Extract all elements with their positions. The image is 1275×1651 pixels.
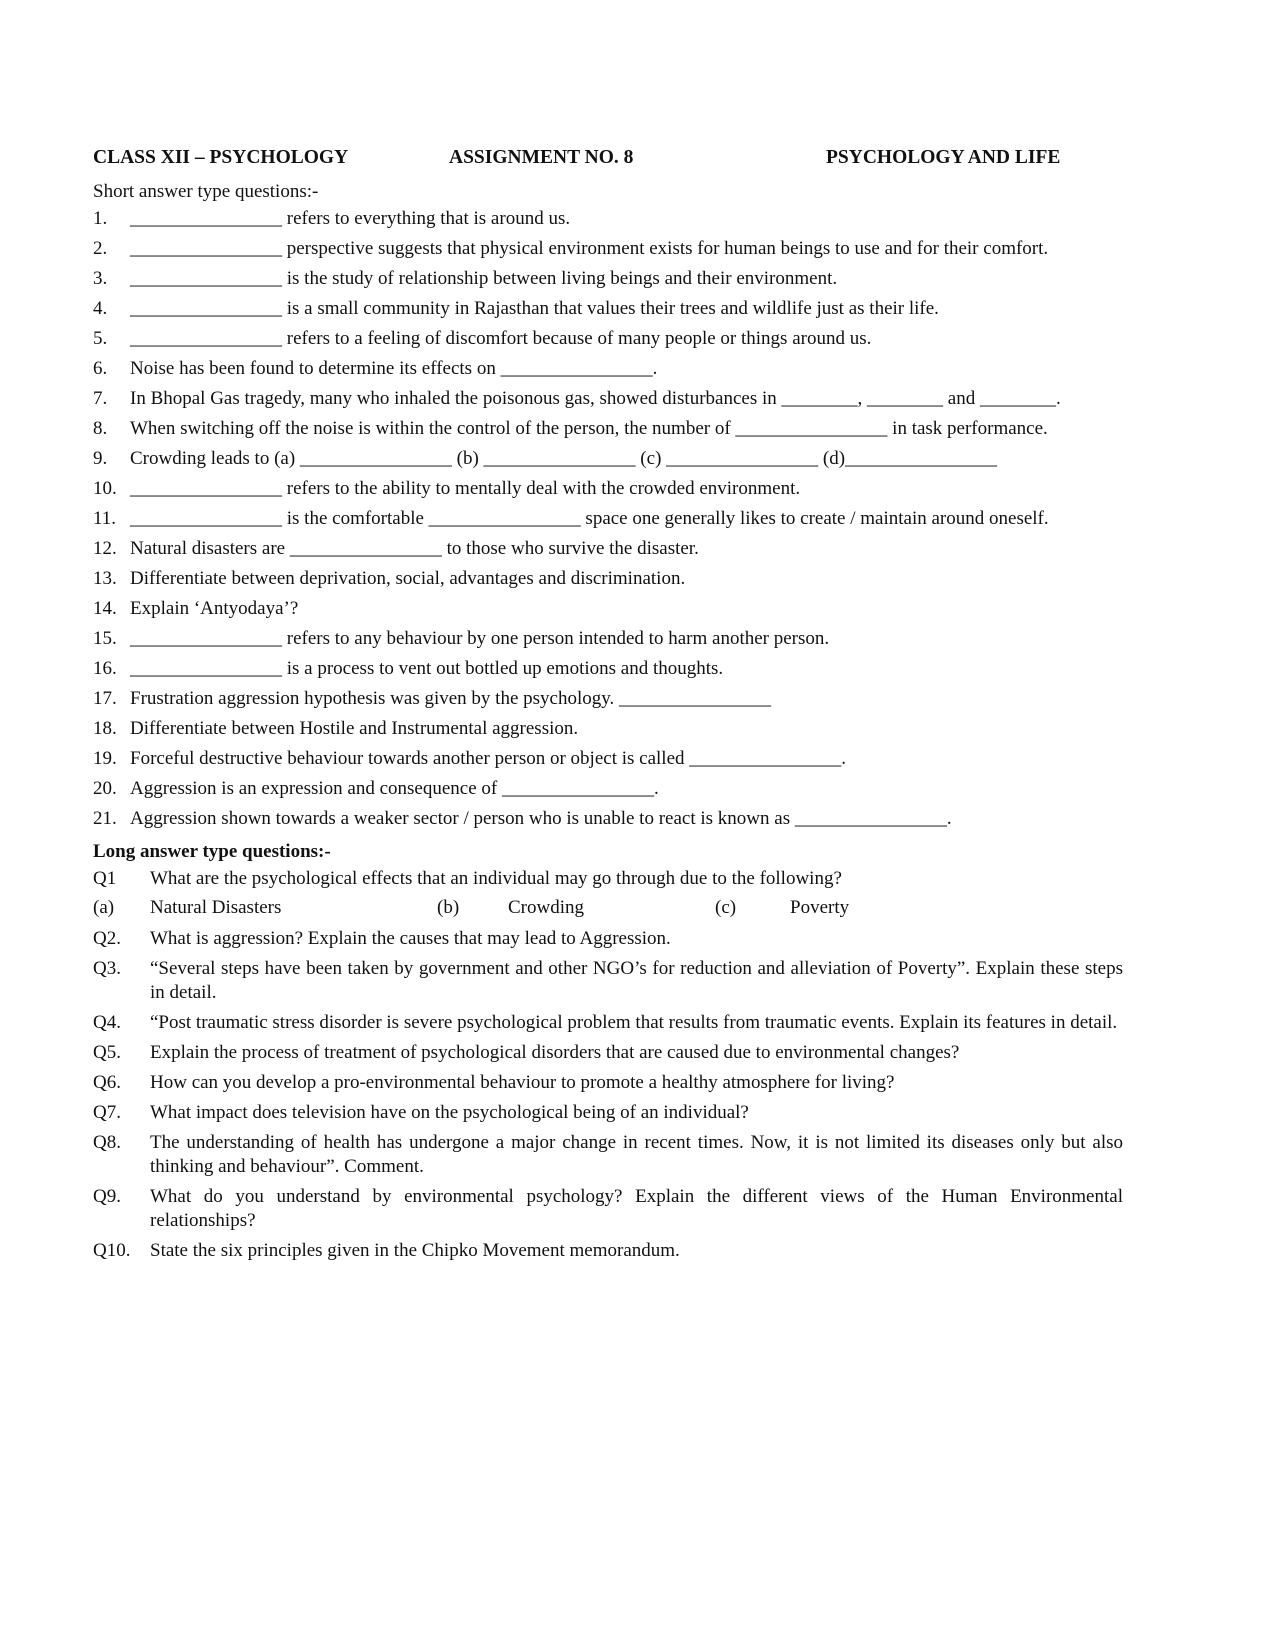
question-number: 16. <box>93 658 117 679</box>
question-number: 10. <box>93 478 117 499</box>
long-question-list <box>93 927 1123 1263</box>
assignment-page <box>93 147 1123 1269</box>
question-number: 21. <box>93 808 117 829</box>
question-number: 15. <box>93 628 117 649</box>
question-number: 5. <box>93 328 108 349</box>
question-text: ________________ refers to everything that is around us. <box>130 208 571 229</box>
question-text: How can you develop a pro-environmental behaviour to promote a healthy atmosphere for living? <box>150 1072 895 1093</box>
question-text: Aggression shown towards a weaker sector / person who is unable to react is known as ________________. <box>130 808 952 829</box>
short-question <box>93 207 1123 231</box>
question-text: Differentiate between Hostile and Instrumental aggression. <box>130 718 579 739</box>
question-number: 1. <box>93 208 108 229</box>
short-question <box>93 417 1123 441</box>
question-number: 6. <box>93 358 108 379</box>
option-label: (b) <box>437 897 460 918</box>
short-question <box>93 597 1123 621</box>
question-text: Forceful destructive behaviour towards another person or object is called ________________. <box>130 748 847 769</box>
question-number: Q10. <box>93 1240 131 1261</box>
assignment-number: ASSIGNMENT NO. 8 <box>449 147 634 168</box>
option-label: (a) <box>93 897 115 918</box>
question-number: 20. <box>93 778 117 799</box>
question-text: Natural disasters are ________________ to those who survive the disaster. <box>130 538 699 559</box>
short-question <box>93 507 1123 531</box>
question-text: Noise has been found to determine its effects on ________________. <box>130 358 658 379</box>
short-question <box>93 297 1123 321</box>
question-text: ________________ refers to the ability to mentally deal with the crowded environment. <box>130 478 801 499</box>
class-title: CLASS XII – PSYCHOLOGY <box>93 147 349 168</box>
long-question <box>93 1239 1123 1263</box>
page-header <box>93 147 1123 177</box>
long-question <box>93 1101 1123 1125</box>
question-text: ________________ is a small community in Rajasthan that values their trees and wildlife just as their life. <box>130 298 939 319</box>
short-question-list <box>93 207 1123 831</box>
question-number: 13. <box>93 568 117 589</box>
question-number: Q2. <box>93 928 121 949</box>
short-question <box>93 267 1123 291</box>
question-text: In Bhopal Gas tragedy, many who inhaled the poisonous gas, showed disturbances in ________, ________ and ________. <box>130 388 1061 409</box>
short-question <box>93 687 1123 711</box>
question-number: 12. <box>93 538 117 559</box>
short-question <box>93 807 1123 831</box>
short-question <box>93 327 1123 351</box>
question-text: Explain ‘Antyodaya’? <box>130 598 299 619</box>
option-text: Poverty <box>790 897 850 918</box>
long-question <box>93 867 1123 891</box>
long-question <box>93 1071 1123 1095</box>
question-text: Crowding leads to (a) ________________ (b) ________________ (c) ________________ (d)________________ <box>130 448 998 469</box>
question-number: Q7. <box>93 1102 121 1123</box>
short-question <box>93 627 1123 651</box>
q1-options <box>93 897 1123 921</box>
long-question <box>93 957 1123 1005</box>
question-number: 18. <box>93 718 117 739</box>
question-number: Q9. <box>93 1186 121 1207</box>
question-number: 2. <box>93 238 108 259</box>
option-text: Natural Disasters <box>150 897 282 918</box>
question-text: ________________ is the study of relationship between living beings and their environment. <box>130 268 838 289</box>
short-question <box>93 657 1123 681</box>
long-question <box>93 1041 1123 1065</box>
short-answer-heading: Short answer type questions:- <box>93 181 319 202</box>
question-text: ________________ refers to a feeling of discomfort because of many people or things around us. <box>130 328 872 349</box>
short-question <box>93 447 1123 471</box>
long-question <box>93 927 1123 951</box>
option-text: Crowding <box>508 897 584 918</box>
question-text: ________________ is a process to vent out bottled up emotions and thoughts. <box>130 658 724 679</box>
question-number: Q3. <box>93 958 121 979</box>
question-text: What impact does television have on the psychological being of an individual? <box>150 1102 749 1123</box>
question-text: What do you understand by environmental psychology? Explain the different views of the Human Environmental relationships? <box>150 1186 1123 1231</box>
short-question <box>93 357 1123 381</box>
short-question <box>93 777 1123 801</box>
question-text: ________________ is the comfortable ________________ space one generally likes to create / maintain around oneself. <box>130 508 1049 529</box>
short-question <box>93 747 1123 771</box>
question-number: Q8. <box>93 1132 121 1153</box>
question-number: 19. <box>93 748 117 769</box>
short-question <box>93 717 1123 741</box>
chapter-title: PSYCHOLOGY AND LIFE <box>826 147 1061 168</box>
question-number: 17. <box>93 688 117 709</box>
question-text: What is aggression? Explain the causes that may lead to Aggression. <box>150 928 671 949</box>
question-number: Q1 <box>93 868 117 889</box>
short-question <box>93 567 1123 591</box>
option-label: (c) <box>715 897 737 918</box>
question-text: When switching off the noise is within the control of the person, the number of ________________ in task performance. <box>130 418 1048 439</box>
question-text: Frustration aggression hypothesis was given by the psychology. ________________ <box>130 688 772 709</box>
question-text: “Post traumatic stress disorder is severe psychological problem that results from traumatic events. Explain its features in detail. <box>150 1012 1118 1033</box>
question-text: ________________ perspective suggests that physical environment exists for human beings to use and for their comfort. <box>130 238 1049 259</box>
question-number: 4. <box>93 298 108 319</box>
question-number: 11. <box>93 508 117 529</box>
short-question <box>93 537 1123 561</box>
question-text: Differentiate between deprivation, social, advantages and discrimination. <box>130 568 686 589</box>
question-number: 3. <box>93 268 108 289</box>
question-number: Q4. <box>93 1012 121 1033</box>
question-text: ________________ refers to any behaviour by one person intended to harm another person. <box>130 628 830 649</box>
question-text: What are the psychological effects that an individual may go through due to the following? <box>150 868 842 889</box>
question-text: Explain the process of treatment of psychological disorders that are caused due to environmental changes? <box>150 1042 960 1063</box>
question-number: 8. <box>93 418 108 439</box>
long-question <box>93 1131 1123 1179</box>
question-number: 9. <box>93 448 108 469</box>
question-text: The understanding of health has undergone a major change in recent times. Now, it is not limited its diseases only but also thinking and behaviour”. Comment. <box>150 1132 1123 1177</box>
short-question <box>93 387 1123 411</box>
long-answer-heading: Long answer type questions:- <box>93 841 331 862</box>
question-number: 14. <box>93 598 117 619</box>
question-number: Q5. <box>93 1042 121 1063</box>
question-number: Q6. <box>93 1072 121 1093</box>
question-text: “Several steps have been taken by government and other NGO’s for reduction and alleviation of Poverty”. Explain these steps in detail. <box>150 958 1123 1003</box>
long-question <box>93 1185 1123 1233</box>
short-question <box>93 477 1123 501</box>
question-text: State the six principles given in the Chipko Movement memorandum. <box>150 1240 680 1261</box>
short-question <box>93 237 1123 261</box>
long-question <box>93 1011 1123 1035</box>
question-number: 7. <box>93 388 108 409</box>
question-text: Aggression is an expression and consequence of ________________. <box>130 778 659 799</box>
